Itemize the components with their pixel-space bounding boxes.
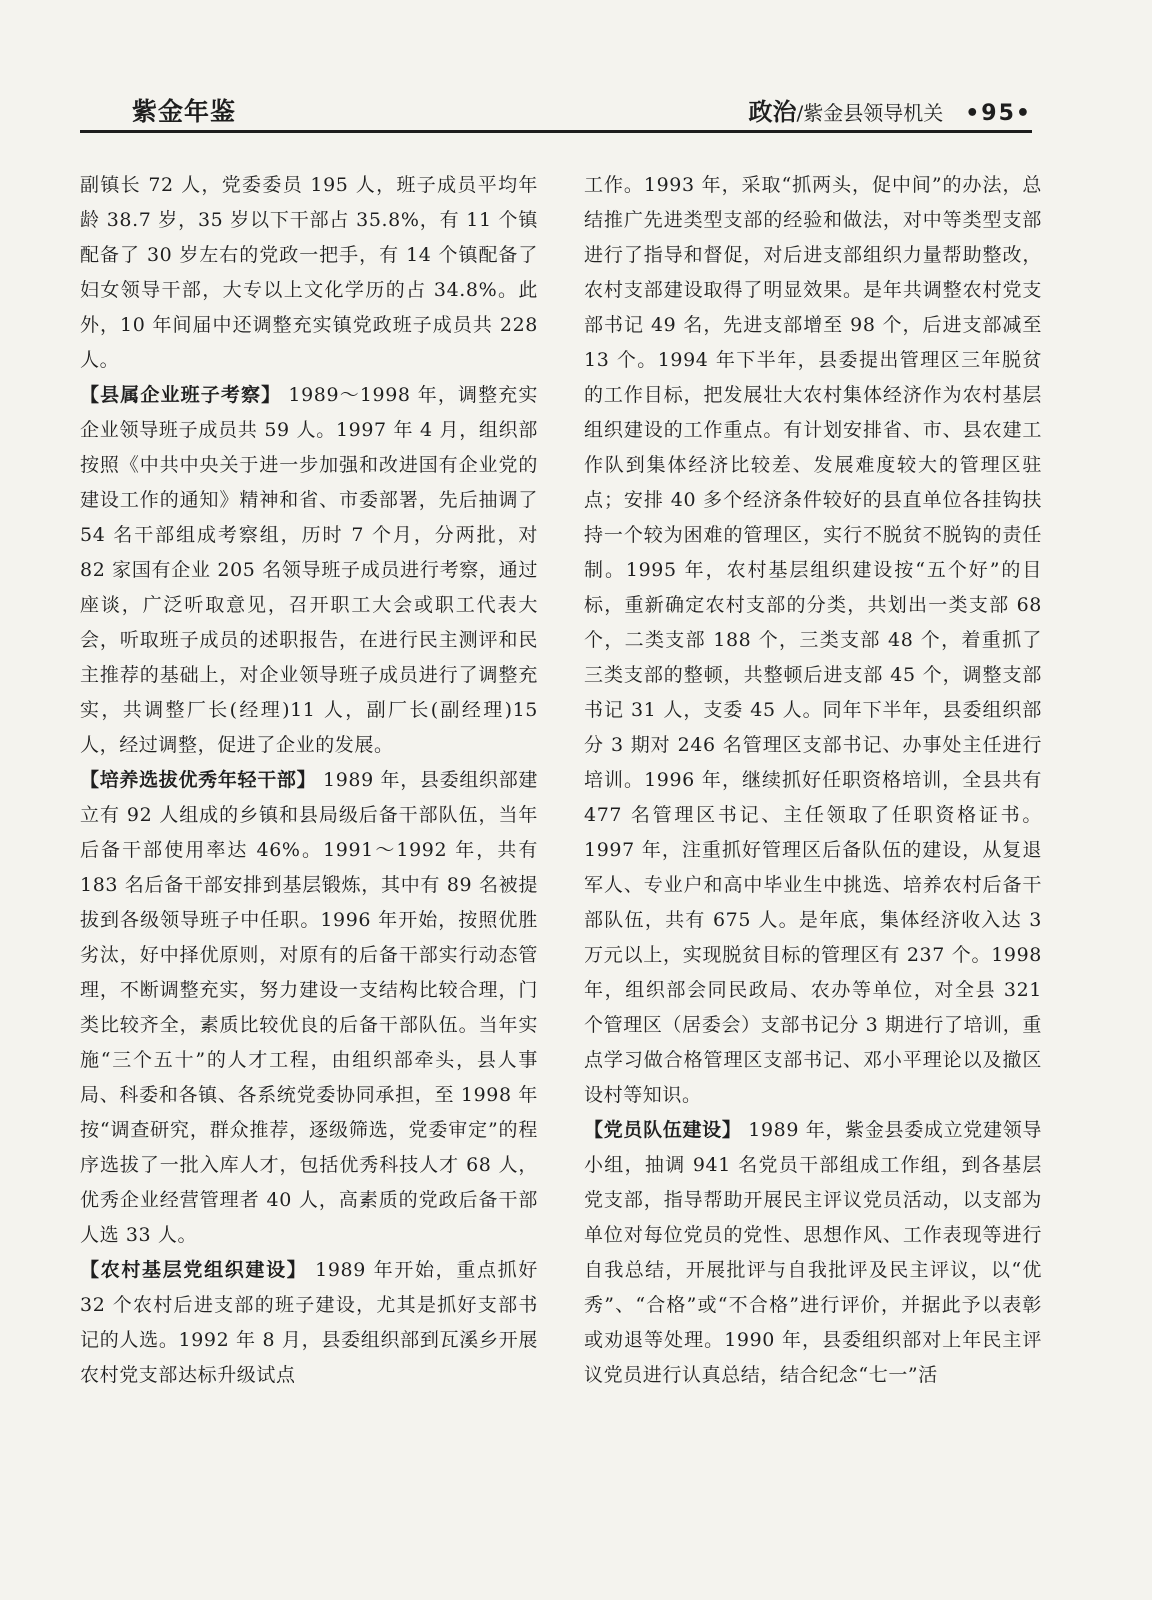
page-header (80, 92, 1032, 132)
section-heading: 【农村基层党组织建设】 (80, 1259, 308, 1281)
paragraph-text: 1989 年，紫金县委成立党建领导小组，抽调 941 名党员干部组成工作组，到各基层党支部，指导帮助开展民主评议党员活动，以支部为单位对每位党员的党性、思想作风、工作表现等进行自我总结，开展批评与自我批评及民主评议，以“优秀”、“合格”或“不合格”进行评价，并据此予以表彰或劝退等处理。1990 年，县委组织部对上年民主评议党员进行认真总结，结合纪念“七一”活 (584, 1119, 1042, 1386)
paragraph (80, 1253, 538, 1393)
paragraph (584, 1113, 1042, 1393)
paragraph-text: 副镇长 72 人，党委委员 195 人，班子成员平均年龄 38.7 岁，35 岁以下干部占 35.8%，有 11 个镇配备了 30 岁左右的党政一把手，有 14 个镇配备了妇女领导干部，大专以上文化学历的占 34.8%。此外，10 年间届中还调整充实镇党政班子成员共 228 人。 (80, 174, 538, 371)
book-title: 紫金年鉴 (132, 97, 237, 126)
paragraph (80, 168, 538, 378)
paragraph-text: 1989 年，县委组织部建立有 92 人组成的乡镇和县局级后备干部队伍，当年后备干部使用率达 46%。1991～1992 年，共有 183 名后备干部安排到基层锻炼，其中有 89 名被提拔到各级领导班子中任职。1996 年开始，按照优胜劣汰，好中择优原则，对原有的后备干部实行动态管理，不断调整充实，努力建设一支结构比较合理，门类比较齐全，素质比较优良的后备干部队伍。当年实施“三个五十”的人才工程，由组织部牵头，县人事局、科委和各镇、各系统党委协同承担，至 1998 年按“调查研究，群众推荐，逐级筛选，党委审定”的程序选拔了一批入库人才，包括优秀科技人才 68 人，优秀企业经营管理者 40 人，高素质的党政后备干部人选 33 人。 (80, 769, 538, 1246)
section-title: 政治 (748, 98, 797, 126)
paragraph-text: 工作。1993 年，采取“抓两头，促中间”的办法，总结推广先进类型支部的经验和做法，对中等类型支部进行了指导和督促，对后进支部组织力量帮助整改，农村支部建设取得了明显效果。是年共调整农村党支部书记 49 名，先进支部增至 98 个，后进支部减至 13 个。1994 年下半年，县委提出管理区三年脱贫的工作目标，把发展壮大农村集体经济作为农村基层组织建设的工作重点。有计划安排省、市、县农建工作队到集体经济比较差、发展难度较大的管理区驻点；安排 40 多个经济条件较好的县直单位各挂钩扶持一个较为困难的管理区，实行不脱贫不脱钩的责任制。1995 年，农村基层组织建设按“五个好”的目标，重新确定农村支部的分类，共划出一类支部 68 个，二类支部 188 个，三类支部 48 个，着重抓了三类支部的整顿，共整顿后进支部 45 个，调整支部书记 31 人，支委 45 人。同年下半年，县委组织部分 3 期对 246 名管理区支部书记、办事处主任进行培训。1996 年，继续抓好任职资格培训，全县共有 477 名管理区书记、主任领取了任职资格证书。1997 年，注重抓好管理区后备队伍的建设，从复退军人、专业户和高中毕业生中挑选、培养农村后备干部队伍，共有 675 人。是年底，集体经济收入达 3 万元以上，实现脱贫目标的管理区有 237 个。1998 年，组织部会同民政局、农办等单位，对全县 321 个管理区（居委会）支部书记分 3 期进行了培训，重点学习做合格管理区支部书记、邓小平理论以及撤区设村等知识。 (584, 174, 1042, 1106)
section-heading: 【县属企业班子考察】 (80, 384, 282, 406)
paragraph-text: 1989 年开始，重点抓好 32 个农村后进支部的班子建设，尤其是抓好支部书记的人选。1992 年 8 月，县委组织部到瓦溪乡开展农村党支部达标升级试点 (80, 1259, 538, 1386)
section-heading: 【培养选拔优秀年轻干部】 (80, 769, 317, 791)
paragraph (80, 763, 538, 1253)
page-number: •95• (965, 101, 1032, 126)
header-rule (80, 130, 1032, 133)
section-heading: 【党员队伍建设】 (584, 1119, 742, 1141)
paragraph (80, 378, 538, 763)
paragraph (584, 168, 1042, 1113)
header-right (749, 92, 1033, 127)
subsection-title: /紫金县领导机关 (796, 101, 944, 125)
left-column (80, 168, 538, 1393)
right-column (584, 168, 1042, 1393)
paragraph-text: 1989～1998 年，调整充实企业领导班子成员共 59 人。1997 年 4 月，组织部按照《中共中央关于进一步加强和改进国有企业党的建设工作的通知》精神和省、市委部署，先后抽调了 54 名干部组成考察组，历时 7 个月，分两批，对 82 家国有企业 205 名领导班子成员进行考察，通过座谈，广泛听取意见，召开职工大会或职工代表大会，听取班子成员的述职报告，在进行民主测评和民主推荐的基础上，对企业领导班子成员进行了调整充实，共调整厂长(经理)11 人，副厂长(副经理)15 人，经过调整，促进了企业的发展。 (80, 384, 538, 756)
